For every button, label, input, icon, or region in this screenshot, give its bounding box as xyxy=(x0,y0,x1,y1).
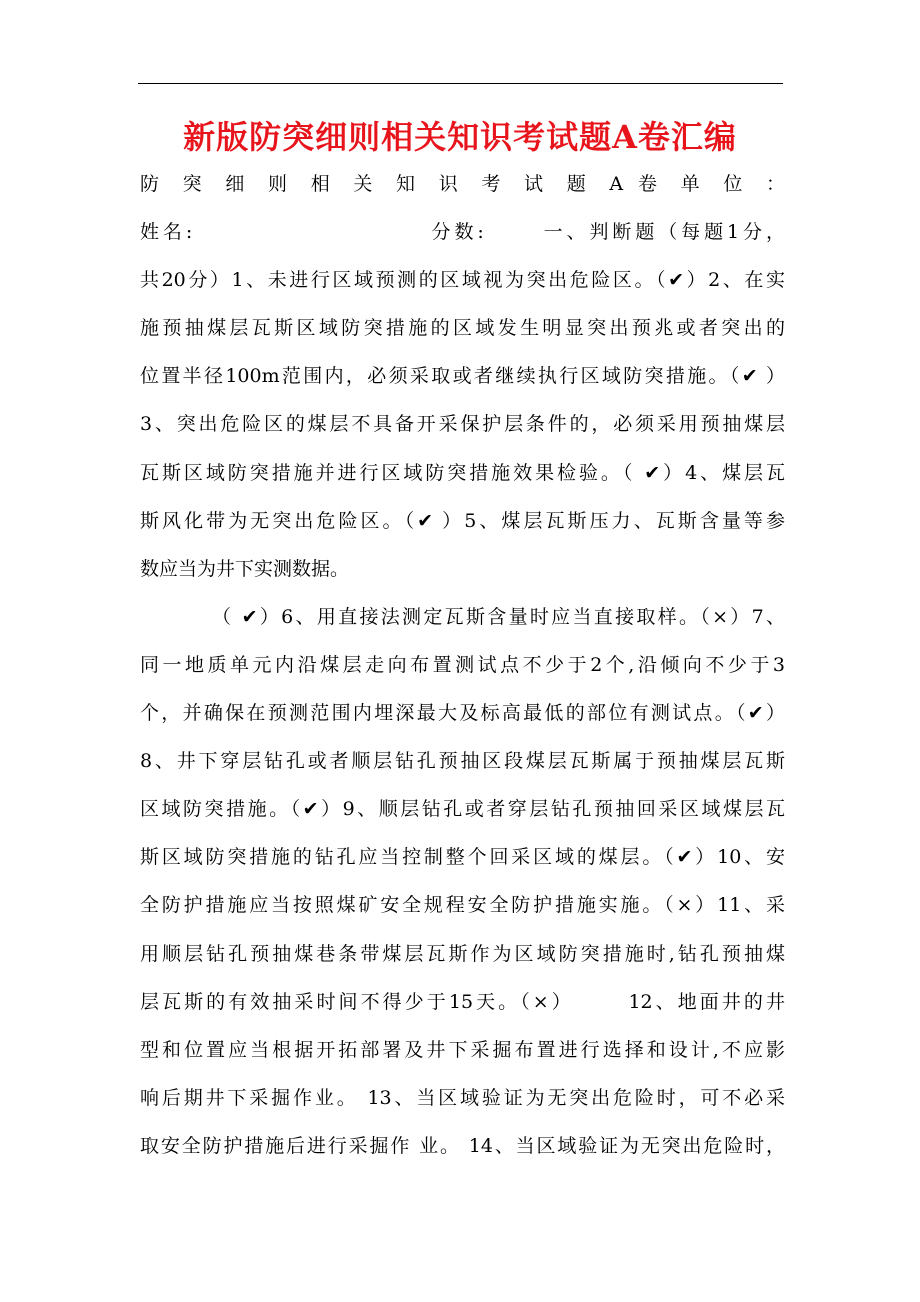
text-line: 瓦斯区域防突措施并进行区域防突措施效果检验。（ ✔）4、煤层瓦 xyxy=(140,461,785,484)
text-line: 响后期井下采掘作业。 13、当区域验证为无突出危险时，可不必采 xyxy=(140,1086,785,1109)
text-line: 共20分）1、未进行区域预测的区域视为突出危险区。（✔）2、在实 xyxy=(140,269,785,292)
text-line: 型和位置应当根据开拓部署及井下采掘布置进行选择和设计,不应影 xyxy=(140,1038,785,1061)
text-line: （ ✔）6、用直接法测定瓦斯含量时应当直接取样。（×）7、 xyxy=(212,605,785,628)
text-line: 区域防突措施。（✔）9、顺层钻孔或者穿层钻孔预抽回采区域煤层瓦 xyxy=(140,798,785,821)
text-line: 用顺层钻孔预抽煤巷条带煤层瓦斯作为区域防突措施时,钻孔预抽煤 xyxy=(140,942,785,965)
text-line: 斯区域防突措施的钻孔应当控制整个回采区域的煤层。（✔）10、安 xyxy=(140,846,785,869)
text-line: 8、井下穿层钻孔或者顺层钻孔预抽区段煤层瓦斯属于预抽煤层瓦斯 xyxy=(140,750,785,773)
text-line: 斯风化带为无突出危险区。（✔ ）5、煤层瓦斯压力、瓦斯含量等参 xyxy=(140,509,785,532)
text-line: 位置半径100m范围内，必须采取或者继续执行区域防突措施。（✔ ） xyxy=(140,365,785,388)
text-line: 个，并确保在预测范围内埋深最大及标高最低的部位有测试点。（✔） xyxy=(140,702,785,725)
text-line: 同一地质单元内沿煤层走向布置测试点不少于2个,沿倾向不少于3 xyxy=(140,653,785,676)
text-line: 防 突 细 则 相 关 知 识 考 试 题 A 卷 单 位 ： xyxy=(140,173,785,195)
text-line: 3、突出危险区的煤层不具备开采保护层条件的，必须采用预抽煤层 xyxy=(140,413,785,436)
text-line: 施预抽煤层瓦斯区域防突措施的区域发生明显突出预兆或者突出的 xyxy=(140,317,785,340)
text-line: 姓名: 分数: 一、判断题（每题1分， xyxy=(140,221,785,244)
document-title: 新版防突细则相关知识考试题A卷汇编 xyxy=(183,118,737,156)
text-line: 数应当为井下实测数据。 xyxy=(140,557,350,580)
exam-body xyxy=(140,160,785,1170)
header-rule xyxy=(138,83,783,84)
text-line: 层瓦斯的有效抽采时间不得少于15天。（×） 12、地面井的井 xyxy=(140,990,785,1013)
text-line: 全防护措施应当按照煤矿安全规程安全防护措施实施。（×）11、采 xyxy=(140,894,785,917)
text-line: 取安全防护措施后进行采掘作 业。 14、当区域验证为无突出危险时， xyxy=(140,1134,785,1157)
